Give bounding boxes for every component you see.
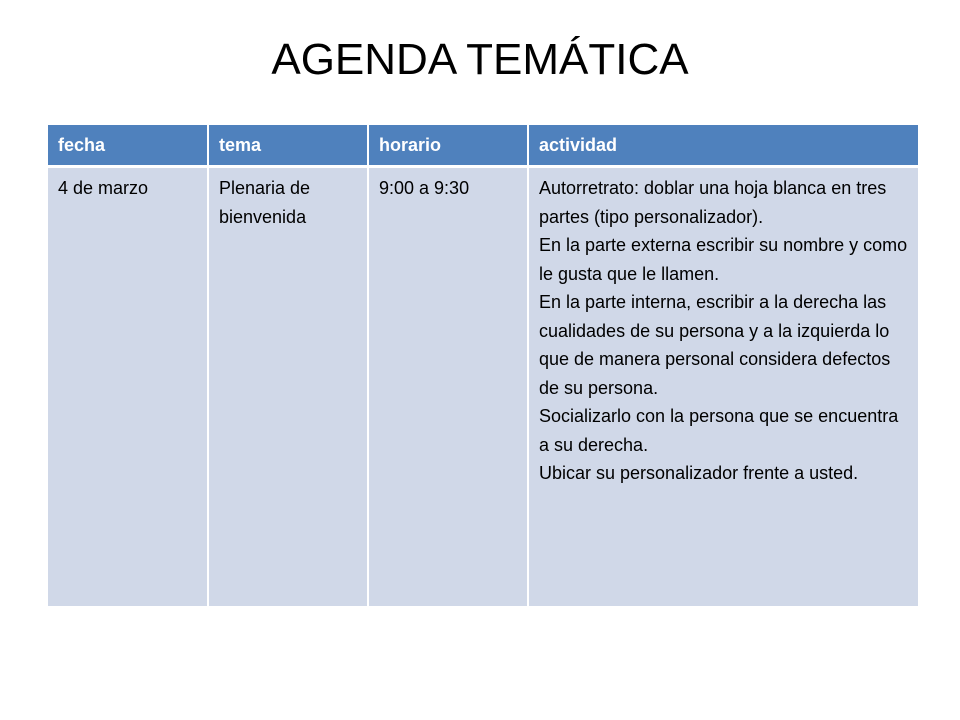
- cell-fecha: 4 de marzo: [48, 167, 208, 607]
- table-header-row: [48, 125, 918, 167]
- column-header-fecha: fecha: [48, 125, 208, 167]
- cell-actividad: [528, 167, 918, 607]
- cell-horario: 9:00 a 9:30: [368, 167, 528, 607]
- cell-tema: Plenaria de bienvenida: [208, 167, 368, 607]
- table-row: [48, 167, 918, 607]
- activity-line-4: Socializarlo con la persona que se encuentra a su derecha.: [539, 406, 899, 455]
- activity-line-1: Autorretrato: doblar una hoja blanca en tres partes (tipo personalizador).: [539, 178, 887, 227]
- column-header-horario: horario: [368, 125, 528, 167]
- activity-line-2: En la parte externa escribir su nombre y como le gusta que le llamen.: [539, 235, 908, 284]
- agenda-table: [48, 125, 918, 606]
- activity-line-3: En la parte interna, escribir a la derecha las cualidades de su persona y a la izquierda lo que de manera personal considera defectos de su persona.: [539, 292, 891, 398]
- column-header-tema: tema: [208, 125, 368, 167]
- page-title: AGENDA TEMÁTICA: [271, 35, 689, 84]
- column-header-actividad: actividad: [528, 125, 918, 167]
- activity-line-5: Ubicar su personalizador frente a usted.: [539, 463, 859, 483]
